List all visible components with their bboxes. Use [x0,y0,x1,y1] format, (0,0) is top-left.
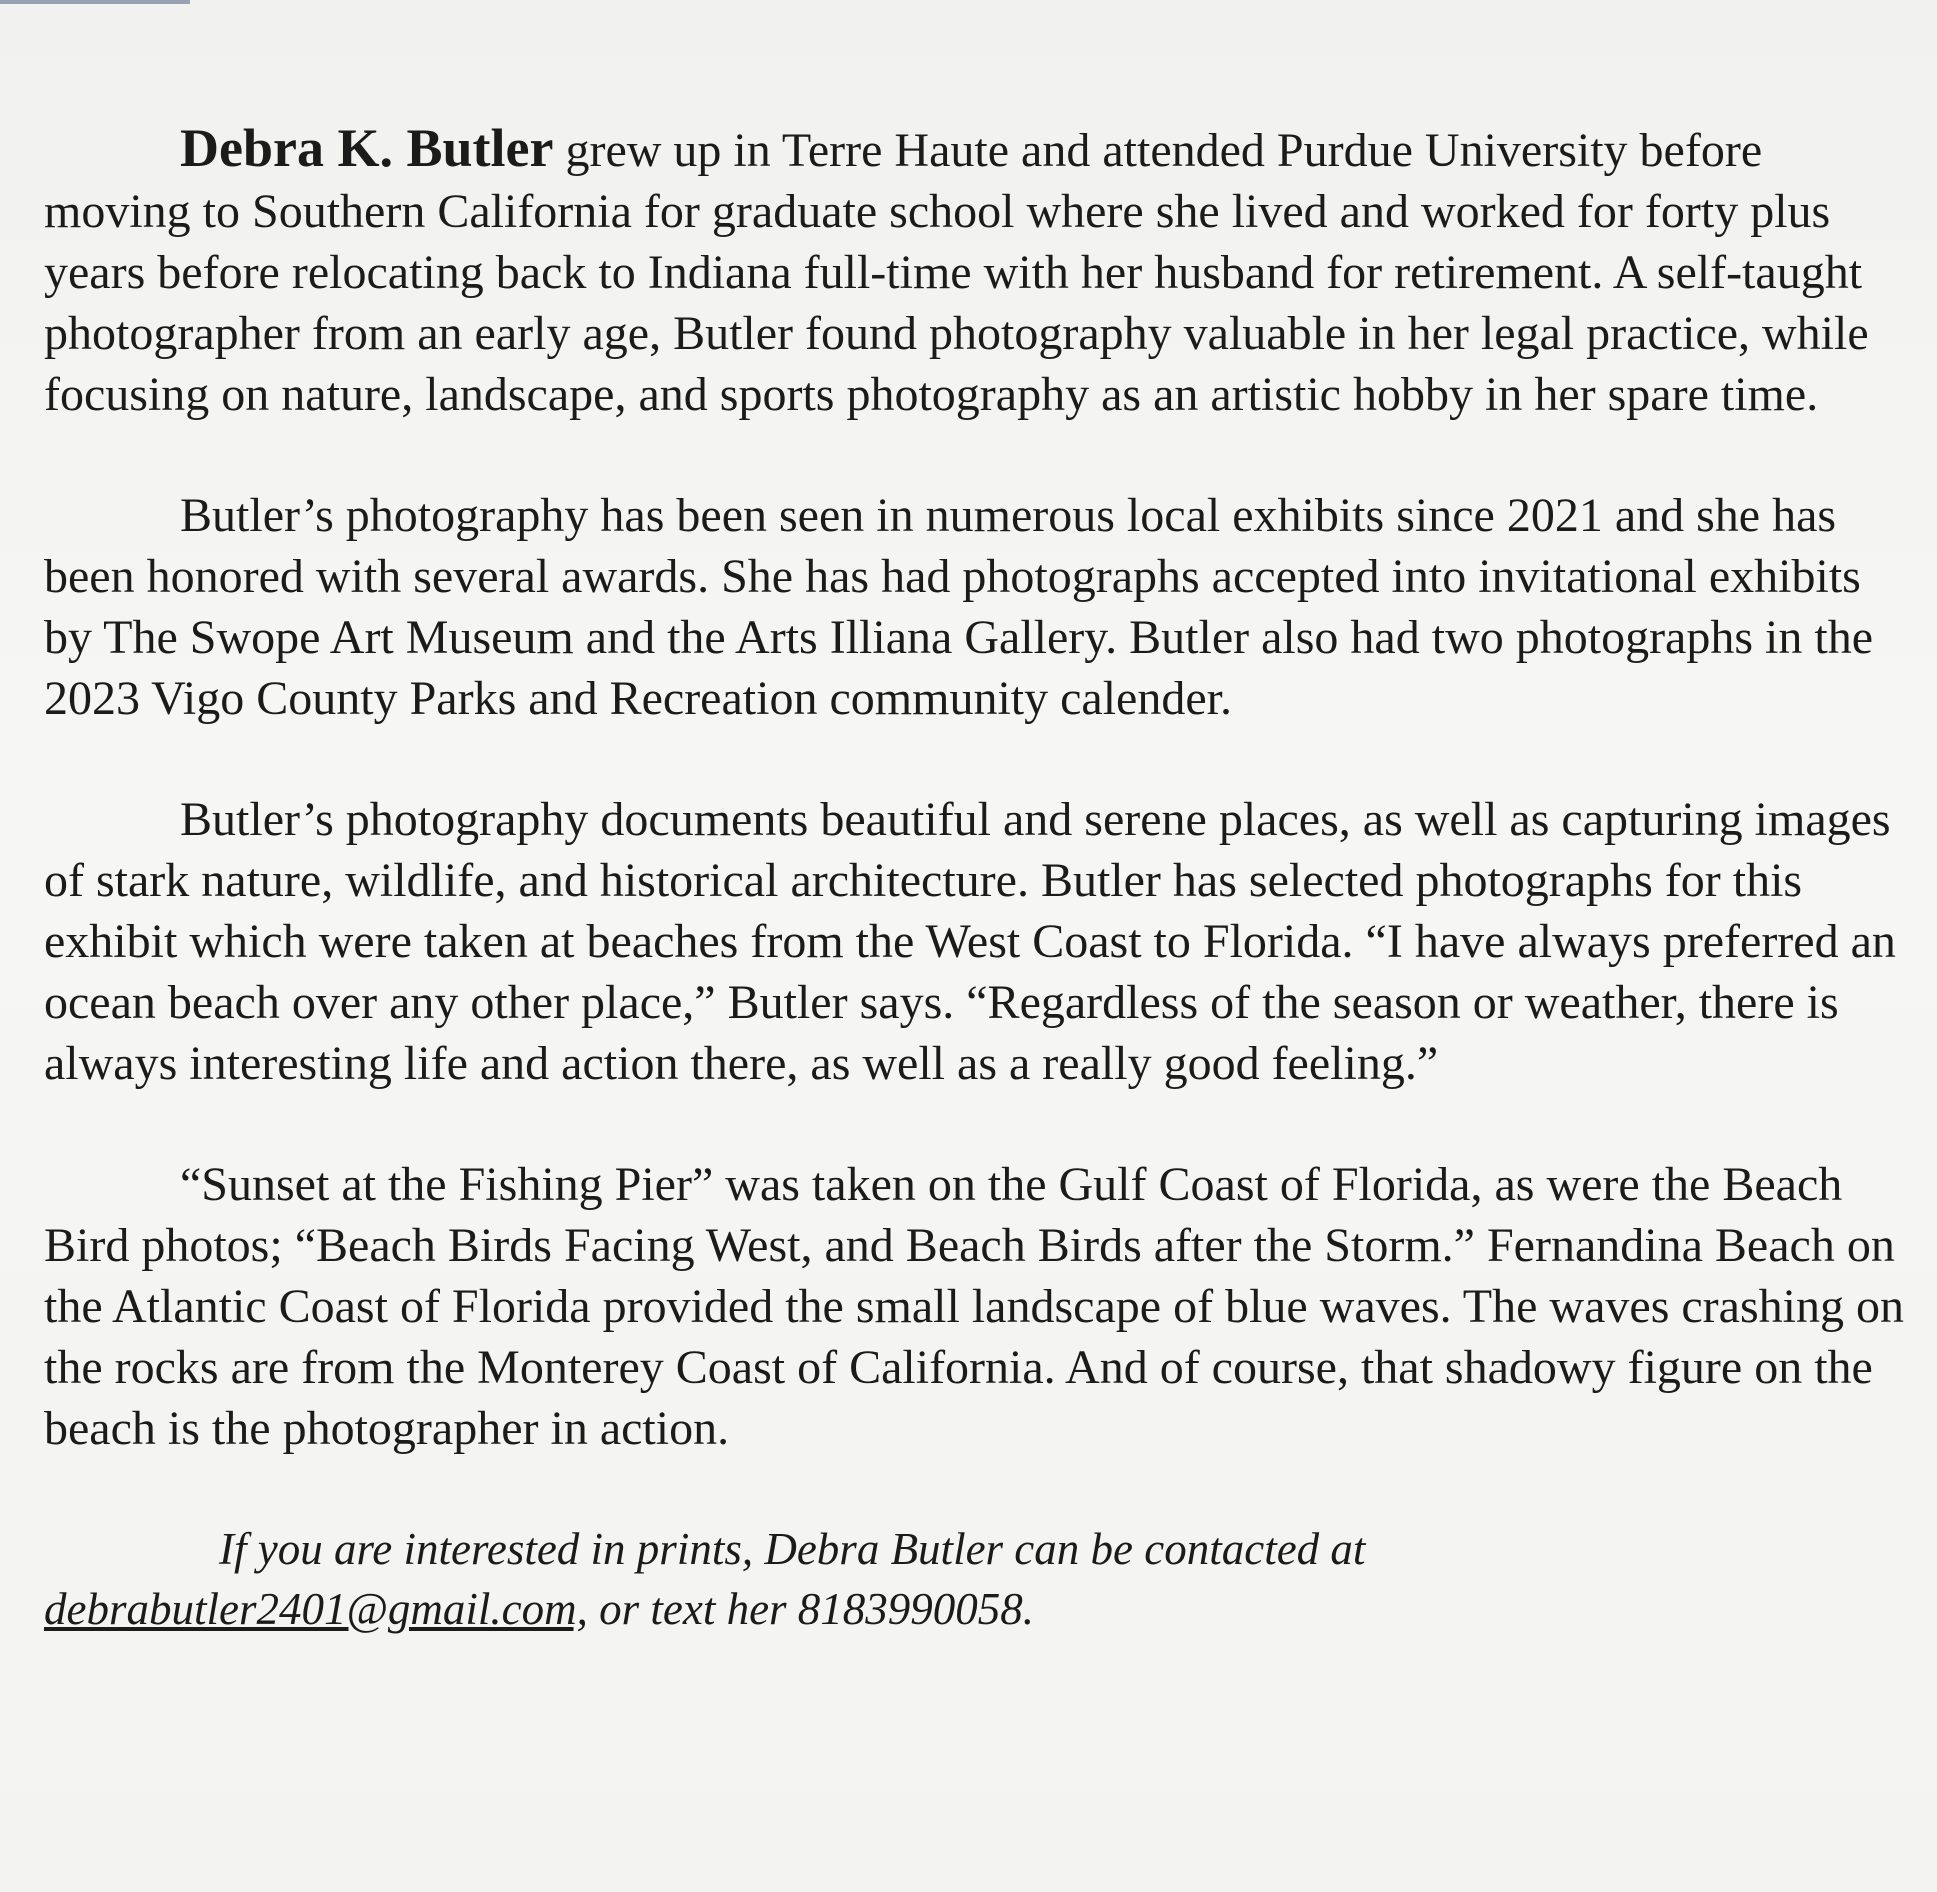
contact-lead: If you are interested in prints, Debra Butler can be contacted at [219,1524,1366,1574]
email-link[interactable]: debrabutler2401@gmail.com, [44,1584,588,1634]
contact-phone-text: or text her 8183990058. [587,1584,1035,1634]
artist-name: Debra K. Butler [180,118,554,178]
contact-note [44,1519,1914,1639]
bio-paragraph-1 [44,118,1914,425]
bio-paragraph-3: Butler’s photography documents beautiful and serene places, as well as capturing images of stark nature, wildlife, and historical architecture. Butler has selected photographs for this exhibit which were taken at beaches from the West Coast to Florida. “I have always preferred an ocean beach over any other place,” Butler says. “Regardless of the season or weather, there is always interesting life and action there, as well as a really good feeling.” [44,793,1896,1090]
bio-paragraph-2: Butler’s photography has been seen in numerous local exhibits since 2021 and she has been honored with several awards. She has had photographs accepted into invitational exhibits by The Swope Art Museum and the Arts Illiana Gallery. Butler also had two photographs in the 2023 Vigo County Parks and Recreation community calender. [44,489,1874,725]
bio-paragraph-4: “Sunset at the Fishing Pier” was taken on the Gulf Coast of Florida, as were the Beach Bird photos; “Beach Birds Facing West, and Beach Birds after the Storm.” Fernandina Beach on the Atlantic Coast of Florida provided the small landscape of blue waves. The waves crashing on the rocks are from the Monterey Coast of California. And of course, that shadowy figure on the beach is the photographer in action. [44,1158,1904,1455]
bio-paragraph-1-text: grew up in Terre Haute and attended Purdue University before moving to Southern California for graduate school where she lived and worked for forty plus years before relocating back to Indiana full-time with her husband for retirement. A self-taught photographer from an early age, Butler found photography valuable in her legal practice, while focusing on nature, landscape, and sports photography as an artistic hobby in her spare time. [44,124,1869,421]
artist-statement [44,118,1914,1639]
